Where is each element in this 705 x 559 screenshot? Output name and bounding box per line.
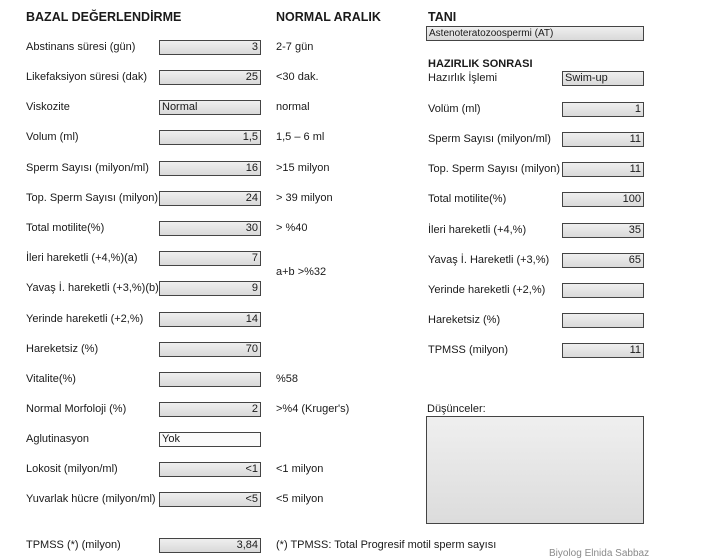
basal-value-yavas-hareketli: 9 [159, 281, 261, 296]
hazirlik-label-sperm-sayisi: Sperm Sayısı (milyon/ml) [428, 133, 551, 145]
basal-label-volum: Volum (ml) [26, 131, 79, 143]
hazirlik-label-yerinde-hareketli: Yerinde hareketli (+2,%) [428, 284, 546, 296]
hazirlik-label-tpmss: TPMSS (milyon) [428, 344, 509, 356]
tpmss-note: (*) TPMSS: Total Progresif motil sperm sayısı [276, 539, 497, 551]
basal-label-hareketsiz: Hareketsiz (%) [26, 343, 99, 355]
normal-morfoloji: >%4 (Kruger's) [276, 403, 350, 415]
hazirlik-label-total-motilite: Total motilite(%) [428, 193, 507, 205]
basal-value-abstinans: 3 [159, 40, 261, 55]
hazirlik-value-top-sperm-sayisi: 11 [562, 162, 644, 177]
hazirlik-value-volum: 1 [562, 102, 644, 117]
hazirlik-label-hareketsiz: Hareketsiz (%) [428, 314, 501, 326]
notes-box[interactable] [426, 416, 644, 524]
basal-value-lokosit: <1 [159, 462, 261, 477]
hazirlik-header: HAZIRLIK SONRASI [428, 58, 533, 70]
hazirlik-label-volum: Volüm (ml) [428, 103, 481, 115]
basal-value-morfoloji: 2 [159, 402, 261, 417]
normal-viskozite: normal [276, 101, 310, 113]
normal-range-header: NORMAL ARALIK [276, 10, 381, 24]
basal-value-viskozite: Normal [159, 100, 261, 115]
basal-label-vitalite: Vitalite(%) [26, 373, 76, 385]
normal-vitalite: %58 [276, 373, 299, 385]
hazirlik-label-top-sperm-sayisi: Top. Sperm Sayısı (milyon) [428, 163, 561, 175]
basal-label-yavas-hareketli: Yavaş İ. hareketli (+3,%)(b) [26, 282, 159, 294]
normal-yuvarlak-hucre: <5 milyon [276, 493, 324, 505]
hazirlik-value-ileri-hareketli: 35 [562, 223, 644, 238]
basal-value-yerinde-hareketli: 14 [159, 312, 261, 327]
hazirlik-value-total-motilite: 100 [562, 192, 644, 207]
basal-value-ileri-hareketli: 7 [159, 251, 261, 266]
normal-top-sperm-sayisi: > 39 milyon [276, 192, 333, 204]
basal-label-abstinans: Abstinans süresi (gün) [26, 41, 136, 53]
basal-value-top-sperm-sayisi: 24 [159, 191, 261, 206]
basal-value-likefaksiyon: 25 [159, 70, 261, 85]
basal-label-morfoloji: Normal Morfoloji (%) [26, 403, 127, 415]
basal-value-volum: 1,5 [159, 130, 261, 145]
normal-abstinans: 2-7 gün [276, 41, 314, 53]
signature: Biyolog Elnida Sabbaz [549, 548, 650, 559]
basal-label-total-motilite: Total motilite(%) [26, 222, 105, 234]
normal-sperm-sayisi: >15 milyon [276, 162, 330, 174]
normal-total-motilite: > %40 [276, 222, 308, 234]
tpmss-value: 3,84 [159, 538, 261, 553]
hazirlik-value-tpmss: 11 [562, 343, 644, 358]
normal-likefaksiyon: <30 dak. [276, 71, 319, 83]
basal-label-top-sperm-sayisi: Top. Sperm Sayısı (milyon) [26, 192, 159, 204]
basal-value-total-motilite: 30 [159, 221, 261, 236]
hazirlik-value-hareketsiz [562, 313, 644, 328]
basal-label-lokosit: Lokosit (milyon/ml) [26, 463, 118, 475]
basal-header: BAZAL DEĞERLENDİRME [26, 10, 182, 24]
hazirlik-value-islem: Swim-up [562, 71, 644, 86]
basal-label-yuvarlak-hucre: Yuvarlak hücre (milyon/ml) [26, 493, 156, 505]
basal-value-yuvarlak-hucre: <5 [159, 492, 261, 507]
hazirlik-label-islem: Hazırlık İşlemi [428, 72, 498, 84]
basal-label-sperm-sayisi: Sperm Sayısı (milyon/ml) [26, 162, 149, 174]
tani-value: Astenoteratozoospermi (AT) [426, 26, 644, 41]
hazirlik-value-sperm-sayisi: 11 [562, 132, 644, 147]
basal-label-yerinde-hareketli: Yerinde hareketli (+2,%) [26, 313, 144, 325]
normal-volum: 1,5 – 6 ml [276, 131, 325, 143]
basal-label-viskozite: Viskozite [26, 101, 70, 113]
basal-label-likefaksiyon: Likefaksiyon süresi (dak) [26, 71, 148, 83]
hazirlik-label-ileri-hareketli: İleri hareketli (+4,%) [428, 224, 527, 236]
basal-value-sperm-sayisi: 16 [159, 161, 261, 176]
hazirlik-value-yerinde-hareketli [562, 283, 644, 298]
normal-ab: a+b >%32 [276, 266, 327, 278]
basal-value-hareketsiz: 70 [159, 342, 261, 357]
notes-label: Düşünceler: [427, 403, 486, 415]
basal-label-aglutinasyon: Aglutinasyon [26, 433, 89, 445]
basal-value-aglutinasyon: Yok [159, 432, 261, 447]
tpmss-label: TPMSS (*) (milyon) [26, 539, 121, 551]
tani-header: TANI [428, 10, 457, 24]
basal-label-ileri-hareketli: İleri hareketli (+4,%)(a) [26, 252, 138, 264]
normal-lokosit: <1 milyon [276, 463, 324, 475]
basal-value-vitalite [159, 372, 261, 387]
hazirlik-label-yavas-hareketli: Yavaş İ. Hareketli (+3,%) [428, 254, 550, 266]
hazirlik-value-yavas-hareketli: 65 [562, 253, 644, 268]
